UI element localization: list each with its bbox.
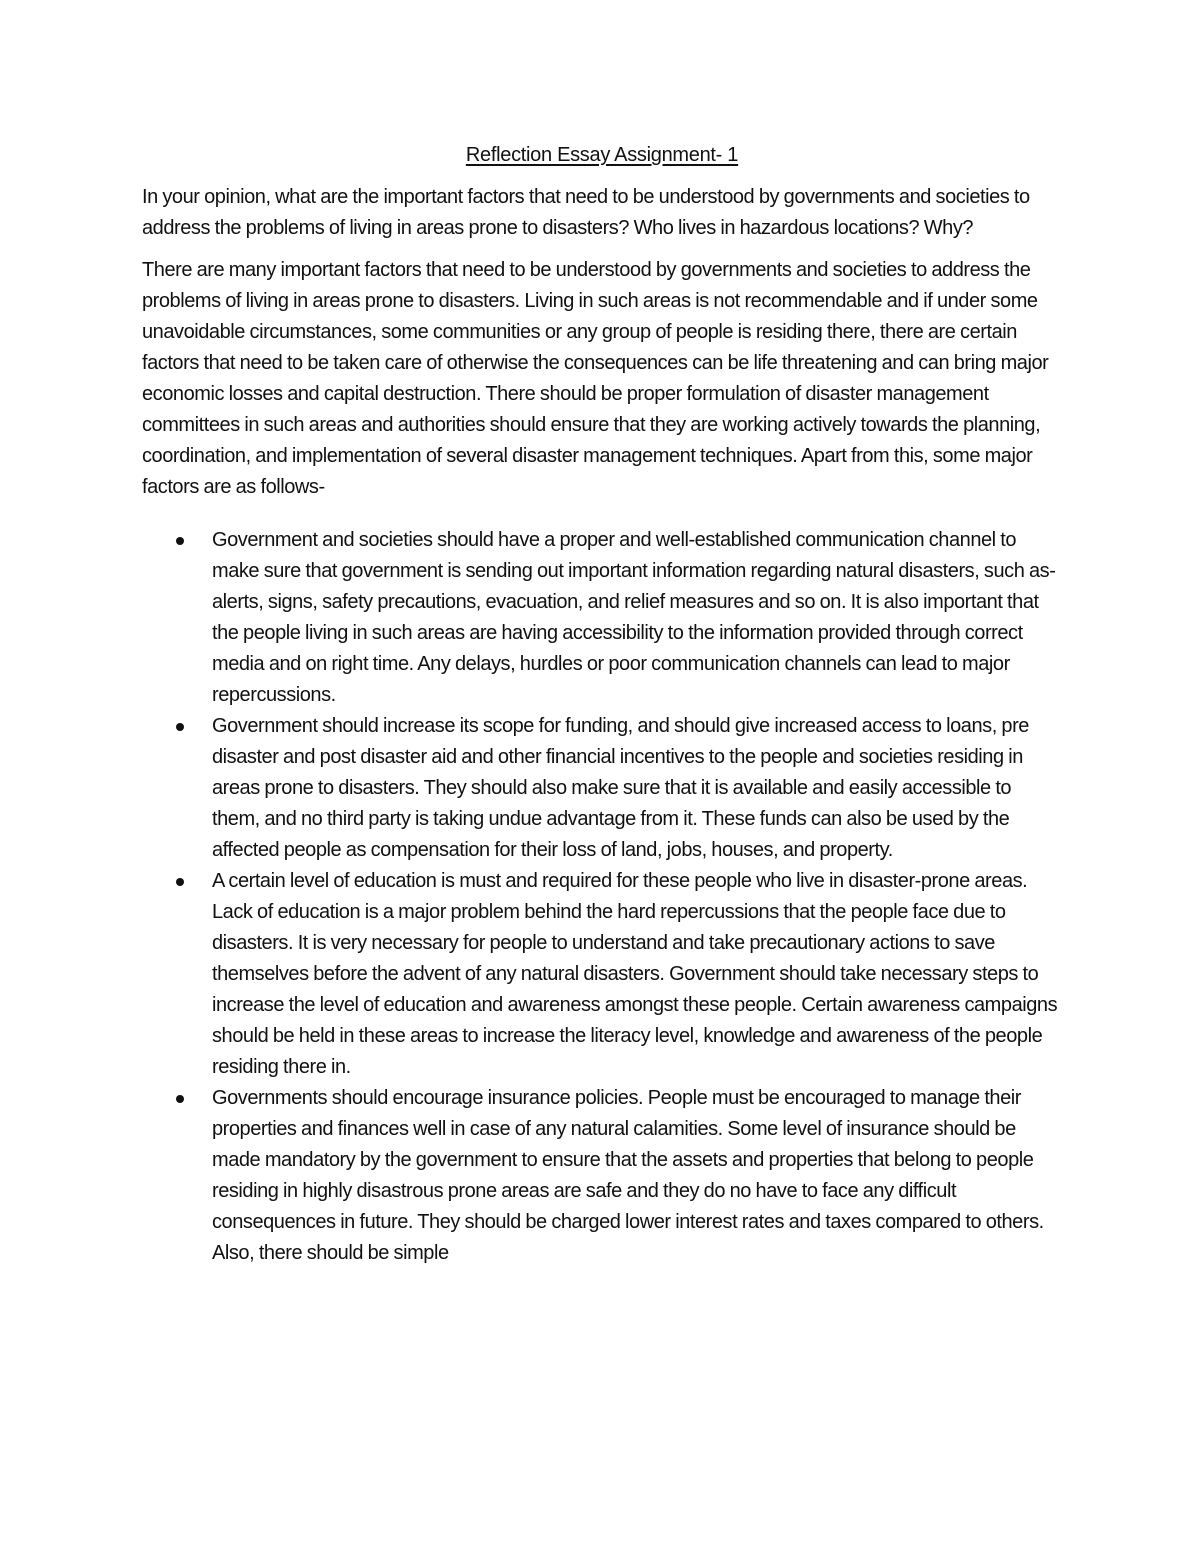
bullet-icon (176, 537, 184, 545)
bullet-icon (176, 723, 184, 731)
question-paragraph: In your opinion, what are the important factors that need to be understood by governments and societies to address the problems of living in areas prone to disasters? Who lives in hazardous locations? Why? (142, 186, 1030, 239)
list-item (142, 525, 1062, 711)
intro-paragraph: There are many important factors that need to be understood by governments and societies to address the problems of living in areas prone to disasters. Living in such areas is not recommendable and if under some unavoidable circumstances, some communities or any group of people is residing there, there are certain factors that need to be taken care of otherwise the consequences can be life threatening and can bring major economic losses and capital destruction. There should be proper formulation of disaster management committees in such areas and authorities should ensure that they are working actively towards the planning, coordination, and implementation of several disaster management techniques. Apart from this, some major factors are as follows- (142, 259, 1049, 498)
list-item-text: Government should increase its scope for funding, and should give increased access to loans, pre disaster and post disaster aid and other financial incentives to the people and societies residing in areas prone to disasters. They should also make sure that it is available and easily accessible to them, and no third party is taking undue advantage from it. These funds can also be used by the affected people as compensation for their loss of land, jobs, houses, and property. (212, 715, 1029, 861)
bullet-icon (176, 878, 184, 886)
list-item (142, 866, 1062, 1083)
factors-list (142, 525, 1062, 1269)
list-item-text: A certain level of education is must and required for these people who live in disaster-prone areas. Lack of education is a major problem behind the hard repercussions that the people face due to disasters. It is very necessary for people to understand and take precautionary actions to save themselves before the advent of any natural disasters. Government should take necessary steps to increase the level of education and awareness amongst these people. Certain awareness campaigns should be held in these areas to increase the literacy level, knowledge and awareness of the people residing there in. (212, 870, 1058, 1078)
list-item (142, 711, 1062, 866)
list-item-text: Governments should encourage insurance policies. People must be encouraged to manage their properties and finances well in case of any natural calamities. Some level of insurance should be made mandatory by the government to ensure that the assets and properties that belong to people residing in highly disastrous prone areas are safe and they do no have to face any difficult consequences in future. They should be charged lower interest rates and taxes compared to others. Also, there should be simple (212, 1087, 1044, 1264)
list-item (142, 1083, 1062, 1269)
document-body (142, 140, 1062, 1269)
bullet-icon (176, 1095, 184, 1103)
list-item-text: Government and societies should have a proper and well-established communication channel to make sure that government is sending out important information regarding natural disasters, such as- alerts, signs, safety precautions, evacuation, and relief measures and so on. It is also important that the people living in such areas are having accessibility to the information provided through correct media and on right time. Any delays, hurdles or poor communication channels can lead to major repercussions. (212, 529, 1056, 706)
document-title: Reflection Essay Assignment- 1 (465, 144, 739, 166)
